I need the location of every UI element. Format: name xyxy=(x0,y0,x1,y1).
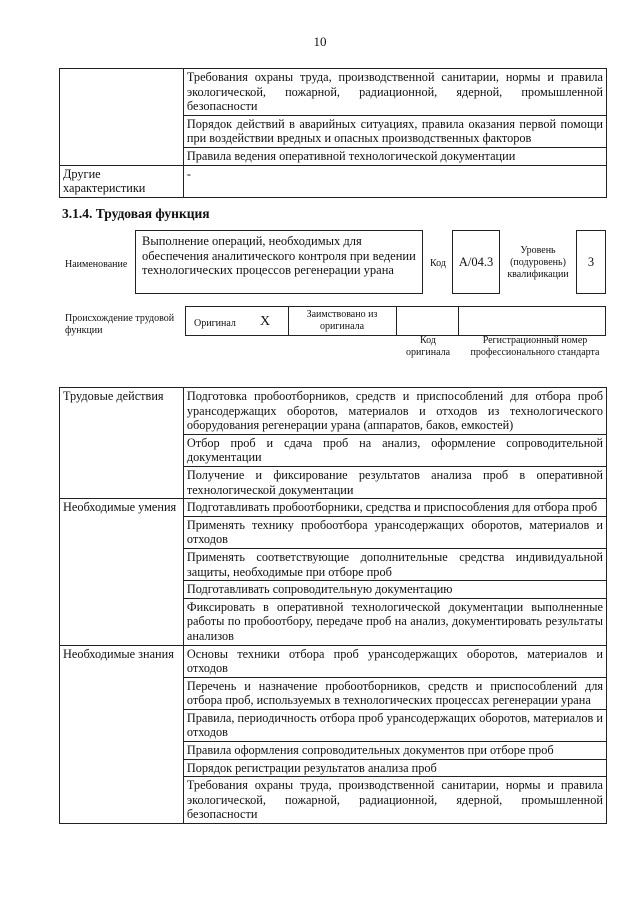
code-original-caption: Код оригинала xyxy=(405,335,451,358)
item-text: Основы техники отбора проб урансодержащих оборотов, материалов и отходов xyxy=(183,645,606,677)
item-text: Правила оформления сопроводительных документов при отборе проб xyxy=(183,742,606,760)
function-details-table xyxy=(59,387,607,824)
level-box xyxy=(576,230,606,294)
item-text: Подготавливать сопроводительную документацию xyxy=(183,581,606,599)
item-text: Требования охраны труда, производственной санитарии, нормы и правила экологической, пожарной, радиационной, ядерной, промышленной безопасности xyxy=(183,777,606,824)
page-number: 10 xyxy=(313,34,327,49)
row-label: Другие характеристики xyxy=(60,165,184,197)
item-text: Правила, периодичность отбора проб урансодержащих оборотов, материалов и отходов xyxy=(183,709,606,741)
group-label: Трудовые действия xyxy=(60,388,184,499)
item-text: Порядок регистрации результатов анализа проб xyxy=(183,759,606,777)
item-text: Применять технику пробоотбора урансодержащих оборотов, материалов и отходов xyxy=(183,516,606,548)
group-label: Необходимые умения xyxy=(60,499,184,645)
table-row xyxy=(60,69,607,116)
item-text: Получение и фиксирование результатов анализа проб в оперативной технологической документации xyxy=(183,466,606,498)
item-text: Перечень и назначение пробоотборников, средств и приспособлений для отбора проб, используемых в технологических процессах регенерации урана xyxy=(183,677,606,709)
table-row xyxy=(60,388,607,435)
item-text: Подготовка пробоотборников, средств и приспособлений для отбора проб урансодержащих оборотов, материалов и отходов из технологического оборудования регенерации урана (аппаратов, баков, емкостей) xyxy=(183,388,606,435)
name-label: Наименование xyxy=(65,259,128,270)
row-text: Правила ведения оперативной технологической документации xyxy=(183,147,606,165)
code-value: A/04.3 xyxy=(458,254,494,269)
code-box xyxy=(452,230,500,294)
continuation-table xyxy=(59,68,607,198)
group-label: Необходимые знания xyxy=(60,645,184,824)
section-heading: 3.1.4. Трудовая функция xyxy=(62,206,210,221)
code-label: Код xyxy=(430,258,446,269)
item-text: Отбор проб и сдача проб на анализ, оформление сопроводительной документации xyxy=(183,434,606,466)
item-text: Применять соответствующие дополнительные средства индивидуальной защиты, необходимые при отборе проб xyxy=(183,548,606,580)
item-text: Подготавливать пробоотборники, средства и приспособления для отбора проб xyxy=(183,499,606,517)
level-label: Уровень (подуровень) квалификации xyxy=(507,245,569,280)
function-name: Выполнение операций, необходимых для обеспечения аналитического контроля при ведении технологических процессов регенерации урана xyxy=(142,234,416,277)
table-row xyxy=(60,165,607,197)
row-text: Порядок действий в аварийных ситуациях, правила оказания первой помощи при воздействии вредных и опасных производственных факторов xyxy=(183,115,606,147)
origin-label: Происхождение трудовой функции xyxy=(65,313,175,336)
table-row xyxy=(60,499,607,517)
borrowed-label: Заимствовано из оригинала xyxy=(306,309,378,332)
original-mark: X xyxy=(260,314,271,329)
row-label xyxy=(60,69,184,166)
table-row xyxy=(60,645,607,677)
name-box xyxy=(135,230,423,294)
row-text: Требования охраны труда, производственной санитарии, нормы и правила экологической, пожарной, радиационной, ядерной, промышленной безопасности xyxy=(183,69,606,116)
original-label: Оригинал xyxy=(194,318,236,329)
item-text: Фиксировать в оперативной технологической документации выполненные работы по пробоотбору, передаче проб на анализ, документировать результаты анализов xyxy=(183,598,606,645)
row-text: - xyxy=(183,165,606,197)
level-value: 3 xyxy=(587,254,595,269)
reg-number-caption: Регистрационный номер профессионального стандарта xyxy=(470,335,600,358)
